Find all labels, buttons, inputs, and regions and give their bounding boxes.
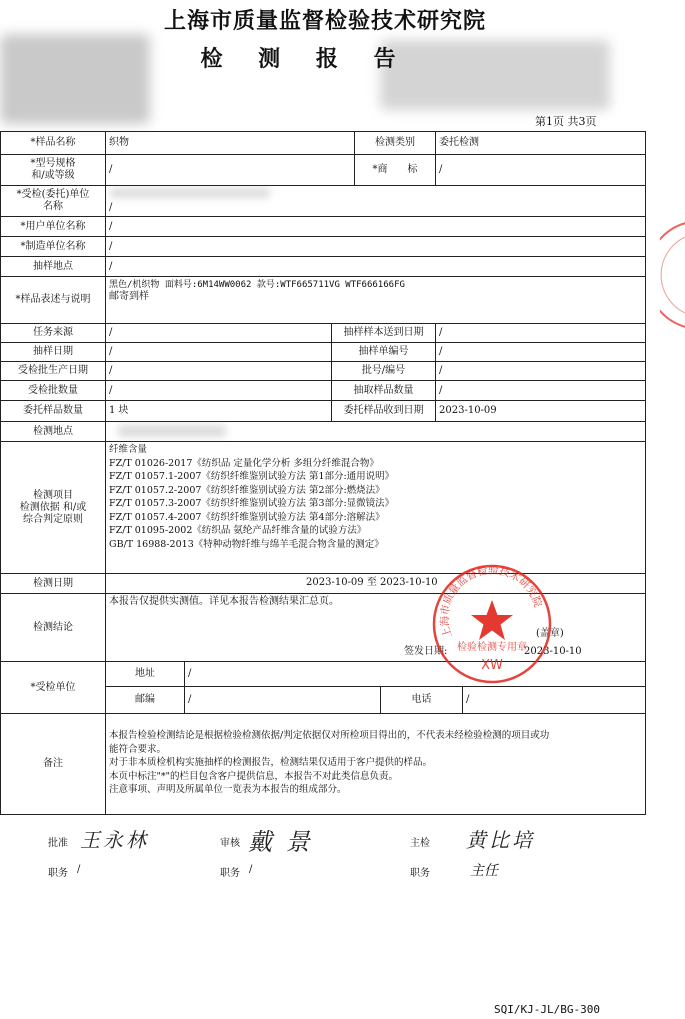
remark-line: 注意事项、声明及所属单位一览表为本报告的组成部分。 (109, 784, 347, 795)
page-indicator: 第1页 共3页 (535, 115, 597, 128)
review-duty-label: 职务 (220, 868, 240, 879)
test-site-label: 检测地点 (0, 421, 106, 442)
seal-star-icon (471, 600, 513, 640)
redacted-test-site (118, 425, 226, 437)
redacted-client-name (110, 188, 270, 198)
conclusion-text: 本报告仅提供实测值。详见本报告检测结果汇总页。 (109, 596, 339, 607)
issue-date-label: 签发日期: (404, 646, 448, 657)
test-basis-line: FZ/T 01057.1-2007《纺织纤维鉴别试验方法 第1部分:通用说明》 (109, 471, 395, 482)
test-basis-line: FZ/T 01057.3-2007《纺织纤维鉴别试验方法 第3部分:显微镜法》 (109, 498, 395, 509)
client-value-cell (105, 185, 646, 217)
seal-bottom-text: 检验检测专用章 (457, 642, 527, 653)
test-items-label (0, 441, 106, 574)
sample-delivery-date-label: 抽样样本送到日期 (331, 323, 436, 343)
test-basis-line: FZ/T 01095-2002《纺织品 氨纶产品纤维含量的试验方法》 (109, 525, 367, 536)
client-value: / (109, 202, 113, 213)
test-basis-list (105, 441, 646, 574)
test-basis-line: 纤维含量 (109, 444, 148, 455)
client-label: *受检(委托)单位 名称 (0, 185, 106, 217)
review-duty-value: / (249, 864, 253, 875)
postcode-value: / (184, 686, 381, 714)
manufacturer-value: / (105, 236, 646, 257)
sampling-date-label: 抽样日期 (0, 342, 106, 362)
entrusted-qty-label: 委托样品数量 (0, 400, 106, 422)
trademark-value: / (435, 154, 646, 186)
institute-name: 上海市质量监督检验技术研究院 (163, 9, 486, 34)
drawn-qty-value: / (435, 380, 646, 401)
test-date-value-cell (105, 573, 646, 594)
official-seal-stamp (430, 562, 554, 686)
test-items-label-line3: 综合判定原则 (23, 513, 83, 525)
approve-signature: 王永林 (80, 828, 149, 852)
sample-delivery-date-value: / (435, 323, 646, 343)
remark-line: 能符合要求。 (109, 743, 167, 755)
sample-desc-line1: 黑色/机织物 面料号:6M14WW0062 款号:WTF665711VG WTF666166FG (109, 280, 405, 290)
address-label: 地址 (105, 661, 185, 687)
seal-note: (盖章) (536, 628, 564, 639)
phone-value: / (462, 686, 646, 714)
report-title: 检 测 报 告 (200, 47, 410, 72)
sample-desc-cell (105, 276, 646, 324)
batch-qty-label: 受检批数量 (0, 380, 106, 401)
test-basis-line: FZ/T 01026-2017《纺织品 定量化学分析 多组分纤维混合物》 (109, 457, 379, 469)
test-items-label-line2: 检测依据 和/或 (19, 501, 87, 513)
address-value: / (184, 661, 646, 687)
sampling-site-value: / (105, 256, 646, 277)
batch-no-label: 批号/编号 (331, 361, 436, 381)
test-date-value: 2023-10-09 至 2023-10-10 (306, 577, 438, 588)
approve-label: 批准 (48, 838, 68, 849)
production-date-value: / (105, 361, 332, 381)
test-basis-line: FZ/T 01057.2-2007《纺织纤维鉴别试验方法 第2部分:燃烧法》 (109, 484, 385, 496)
sampling-no-value: / (435, 342, 646, 362)
issue-date-value: 2023-10-10 (524, 646, 582, 657)
model-label: *型号规格 和/或等级 (0, 154, 106, 186)
trademark-label: *商 标 (354, 154, 436, 186)
sample-name-label: *样品名称 (0, 131, 106, 155)
user-unit-label: *用户单位名称 (0, 216, 106, 237)
partial-seal-right-edge (660, 220, 685, 330)
approve-duty-label: 职务 (48, 868, 68, 879)
test-category-label: 检测类别 (354, 131, 436, 155)
sample-desc-line2: 邮寄到样 (109, 291, 149, 302)
remark-line: 对于非本质检机构实施抽样的检测报告，检测结果仅适用于客户提供的样品。 (109, 757, 433, 768)
main-duty-value: 主任 (470, 863, 498, 879)
sample-name-value: 织物 (105, 131, 355, 155)
sampling-site-label: 抽样地点 (0, 256, 106, 277)
review-signature: 戴 景 (248, 828, 313, 856)
main-inspector-signature: 黄比培 (466, 828, 535, 852)
phone-label: 电话 (380, 686, 463, 714)
received-date-value: 2023-10-09 (435, 400, 646, 422)
batch-qty-value: / (105, 380, 332, 401)
approve-duty-value: / (77, 864, 81, 875)
postcode-label: 邮编 (105, 686, 185, 714)
sampling-date-value: / (105, 342, 332, 362)
remarks-list (105, 713, 646, 815)
remark-line: 本报告检验检测结论是根据检验检测依据/判定依据仅对所检项目得出的，不代表未经检验检测的项目或功 (109, 730, 550, 741)
remarks-label: 备注 (0, 713, 106, 815)
main-inspector-label: 主检 (410, 838, 430, 849)
task-source-value: / (105, 323, 332, 343)
test-site-value-cell (105, 421, 646, 442)
manufacturer-label: *制造单位名称 (0, 236, 106, 257)
received-date-label: 委托样品收到日期 (331, 400, 436, 422)
inspected-unit-label: *受检单位 (0, 661, 106, 714)
sampling-no-label: 抽样单编号 (331, 342, 436, 362)
main-duty-label: 职务 (410, 868, 430, 879)
entrusted-qty-value: 1 块 (105, 400, 332, 422)
conclusion-cell (105, 593, 646, 662)
test-date-label: 检测日期 (0, 573, 106, 594)
test-category-value: 委托检测 (435, 131, 646, 155)
seal-code: XW (481, 658, 503, 673)
test-items-label-line1: 检测项目 (33, 489, 73, 501)
model-value: / (105, 154, 355, 186)
task-source-label: 任务来源 (0, 323, 106, 343)
user-unit-value: / (105, 216, 646, 237)
seal-ring-text: 上海市质量监督检验技术研究院 (438, 564, 544, 639)
test-basis-line: FZ/T 01057.4-2007《纺织纤维鉴别试验方法 第4部分:溶解法》 (109, 511, 385, 523)
remark-line: 本页中标注"*"的栏目包含客户提供信息，本报告不对此类信息负责。 (109, 770, 398, 782)
production-date-label: 受检批生产日期 (0, 361, 106, 381)
review-label: 审核 (220, 838, 240, 849)
sample-desc-label: *样品表述与说明 (0, 276, 106, 324)
drawn-qty-label: 抽取样品数量 (331, 380, 436, 401)
document-code: SQI/KJ-JL/BG-300 (494, 1003, 600, 1016)
test-basis-line: GB/T 16988-2013《特种动物纤维与绵羊毛混合物含量的测定》 (109, 538, 384, 550)
batch-no-value: / (435, 361, 646, 381)
conclusion-label: 检测结论 (0, 593, 106, 662)
